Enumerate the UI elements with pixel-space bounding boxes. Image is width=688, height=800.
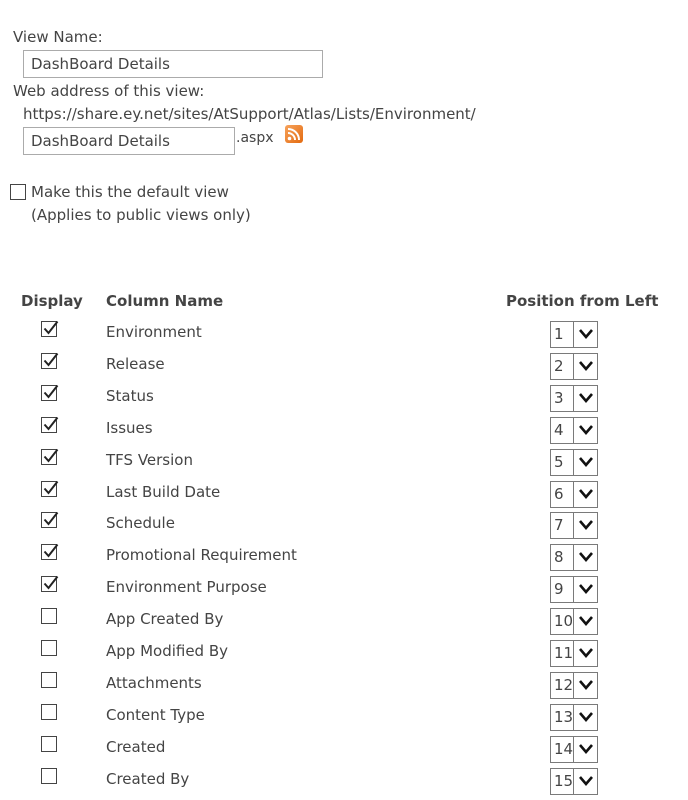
column-name: Environment Purpose xyxy=(106,578,267,596)
table-row xyxy=(0,449,688,481)
column-name: Content Type xyxy=(106,706,205,724)
display-checkbox[interactable] xyxy=(41,704,57,720)
position-value: 10 xyxy=(554,612,574,630)
display-header: Display xyxy=(21,292,83,310)
table-row xyxy=(0,481,688,513)
chevron-down-icon[interactable] xyxy=(573,577,597,602)
chevron-down-icon[interactable] xyxy=(573,609,597,634)
position-select[interactable] xyxy=(550,481,598,508)
position-from-left-header: Position from Left xyxy=(506,292,659,310)
display-checkbox[interactable] xyxy=(41,736,57,752)
aspx-suffix: .aspx xyxy=(236,130,274,146)
chevron-down-icon[interactable] xyxy=(573,769,597,794)
position-value: 3 xyxy=(554,389,564,407)
column-name: Status xyxy=(106,387,154,405)
position-select[interactable] xyxy=(550,417,598,444)
position-select[interactable] xyxy=(550,544,598,571)
column-name: Last Build Date xyxy=(106,483,221,501)
display-checkbox[interactable] xyxy=(41,768,57,784)
column-name: Environment xyxy=(106,323,202,341)
position-value: 8 xyxy=(554,548,564,566)
view-name-label: View Name: xyxy=(13,28,103,46)
position-value: 11 xyxy=(554,644,574,662)
chevron-down-icon[interactable] xyxy=(573,482,597,507)
chevron-down-icon[interactable] xyxy=(573,737,597,762)
table-row xyxy=(0,353,688,385)
position-select[interactable] xyxy=(550,321,598,348)
table-row xyxy=(0,321,688,353)
default-view-checkbox[interactable] xyxy=(10,184,26,200)
default-view-note: (Applies to public views only) xyxy=(31,206,251,224)
web-address-input[interactable] xyxy=(23,127,235,155)
position-value: 15 xyxy=(554,772,574,790)
display-checkbox[interactable] xyxy=(41,576,57,592)
chevron-down-icon[interactable] xyxy=(573,513,597,538)
position-select[interactable] xyxy=(550,768,598,795)
rss-feed-icon[interactable] xyxy=(285,125,303,143)
position-select[interactable] xyxy=(550,704,598,731)
display-checkbox[interactable] xyxy=(41,417,57,433)
chevron-down-icon[interactable] xyxy=(573,641,597,666)
table-row xyxy=(0,512,688,544)
display-checkbox[interactable] xyxy=(41,640,57,656)
column-name: Created By xyxy=(106,770,190,788)
position-select[interactable] xyxy=(550,353,598,380)
column-name: Release xyxy=(106,355,165,373)
display-checkbox[interactable] xyxy=(41,449,57,465)
display-checkbox[interactable] xyxy=(41,544,57,560)
chevron-down-icon[interactable] xyxy=(573,705,597,730)
position-value: 4 xyxy=(554,421,564,439)
position-value: 13 xyxy=(554,708,574,726)
chevron-down-icon[interactable] xyxy=(573,386,597,411)
position-value: 1 xyxy=(554,325,564,343)
chevron-down-icon[interactable] xyxy=(573,545,597,570)
column-name: App Modified By xyxy=(106,642,229,660)
display-checkbox[interactable] xyxy=(41,608,57,624)
column-name: Schedule xyxy=(106,514,175,532)
column-name: Created xyxy=(106,738,166,756)
column-name: TFS Version xyxy=(106,451,193,469)
chevron-down-icon[interactable] xyxy=(573,322,597,347)
chevron-down-icon[interactable] xyxy=(573,418,597,443)
table-row xyxy=(0,385,688,417)
table-row xyxy=(0,544,688,576)
position-select[interactable] xyxy=(550,608,598,635)
display-checkbox[interactable] xyxy=(41,512,57,528)
display-checkbox[interactable] xyxy=(41,353,57,369)
table-row xyxy=(0,608,688,640)
chevron-down-icon[interactable] xyxy=(573,354,597,379)
view-name-input[interactable] xyxy=(23,50,323,78)
web-address-url-prefix: https://share.ey.net/sites/AtSupport/Atlas/Lists/Environment/ xyxy=(23,105,476,123)
web-address-label: Web address of this view: xyxy=(13,82,205,100)
table-row xyxy=(0,736,688,768)
position-select[interactable] xyxy=(550,449,598,476)
position-select[interactable] xyxy=(550,512,598,539)
position-value: 12 xyxy=(554,676,574,694)
table-row xyxy=(0,704,688,736)
column-name: Attachments xyxy=(106,674,202,692)
position-value: 6 xyxy=(554,485,564,503)
column-name-header: Column Name xyxy=(106,292,224,310)
table-row xyxy=(0,672,688,704)
default-view-label: Make this the default view xyxy=(31,183,229,201)
position-select[interactable] xyxy=(550,736,598,763)
position-select[interactable] xyxy=(550,576,598,603)
table-row xyxy=(0,768,688,800)
column-name: App Created By xyxy=(106,610,224,628)
table-row xyxy=(0,417,688,449)
display-checkbox[interactable] xyxy=(41,385,57,401)
display-checkbox[interactable] xyxy=(41,321,57,337)
position-value: 9 xyxy=(554,580,564,598)
chevron-down-icon[interactable] xyxy=(573,673,597,698)
column-name: Promotional Requirement xyxy=(106,546,297,564)
table-row xyxy=(0,576,688,608)
position-value: 7 xyxy=(554,516,564,534)
display-checkbox[interactable] xyxy=(41,481,57,497)
position-value: 5 xyxy=(554,453,564,471)
position-select[interactable] xyxy=(550,640,598,667)
display-checkbox[interactable] xyxy=(41,672,57,688)
column-name: Issues xyxy=(106,419,153,437)
chevron-down-icon[interactable] xyxy=(573,450,597,475)
position-select[interactable] xyxy=(550,385,598,412)
table-row xyxy=(0,640,688,672)
position-value: 14 xyxy=(554,740,574,758)
position-value: 2 xyxy=(554,357,564,375)
position-select[interactable] xyxy=(550,672,598,699)
